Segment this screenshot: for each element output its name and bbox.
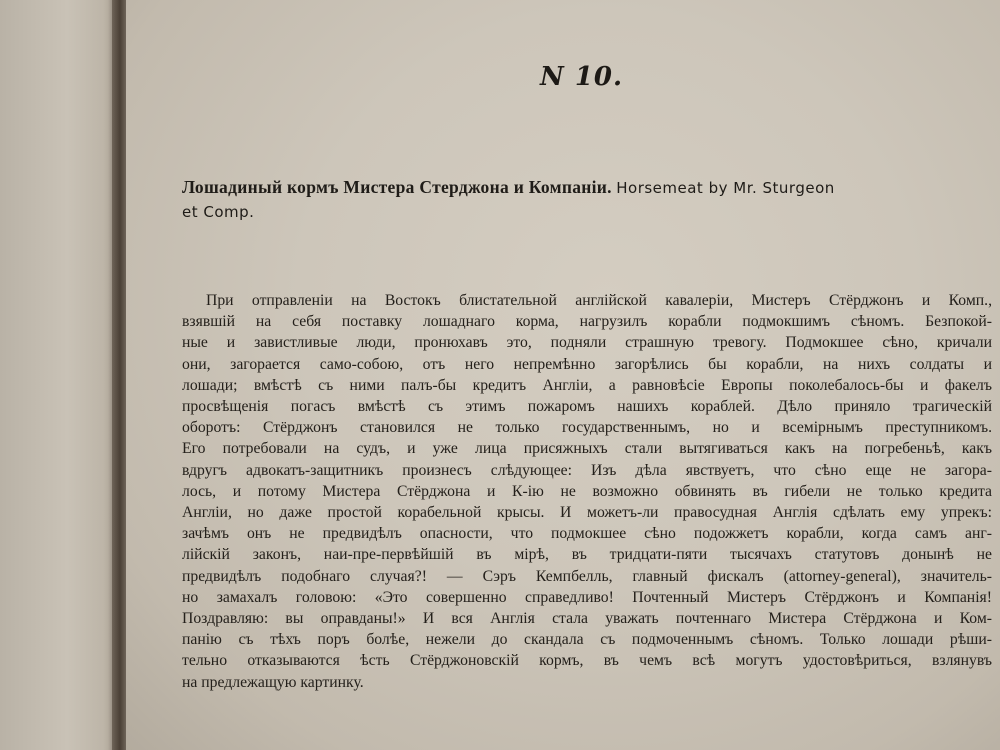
body-line: При отправленіи на Востокъ блистательной англійской кавалеріи, Мистеръ Стёрджонъ и Комп., <box>206 292 992 309</box>
body-line: но замахалъ головою: «Это совершенно справедливо! Почтенный Мистеръ Стёрджонъ и Компанія! <box>182 588 992 606</box>
body-line: Англіи, но даже простой корабельной крысы. И можетъ-ли правосудная Англія сдѣлать ему упрекъ: <box>182 504 992 522</box>
body-line: панію съ тѣхъ поръ болѣе, нежели до скандала съ подмоченнымъ сѣномъ. Только лошади рѣши- <box>182 631 992 649</box>
body-line: Его потребовали на судъ, и уже лица присяжныхъ стали вытягиваться какъ на погребеньѣ, какъ <box>182 440 992 458</box>
body-line: ные и завистливые люди, пронюхавъ это, подняли страшную тревогу. Подмокшее сѣно, кричали <box>182 334 992 352</box>
article-title <box>182 176 942 224</box>
body-line: взявшій на себя поставку лошаднаго корма, нагрузилъ корабли подмокшимъ сѣномъ. Безпокой- <box>182 313 992 331</box>
left-page-edge <box>0 0 122 750</box>
body-line: зачѣмъ онъ не предвидѣлъ опасности, что подмокшее сѣно подожжетъ корабли, когда самъ анг- <box>182 525 992 543</box>
body-line: Поздравляю: вы оправданы!» И вся Англія стала уважать почтеннаго Мистера Стёрджона и Ком- <box>182 610 992 628</box>
body-line: оборотъ: Стёрджонъ становился не только государственнымъ, но и всемірнымъ преступникомъ. <box>182 419 992 437</box>
body-line: просвѣщенія погасъ вмѣстѣ съ этимъ пожаромъ нашихъ кораблей. Дѣло приняло трагическій <box>182 398 992 416</box>
body-line: вдругъ адвокатъ-защитникъ произнесъ слѣдующее: Изъ дѣла явствуетъ, что сѣно еще не загора- <box>182 461 992 479</box>
title-russian: Лошадиный кормъ Мистера Стерджона и Компаніи. <box>182 177 612 197</box>
article-body <box>182 290 992 693</box>
body-line: лошади; вмѣстѣ съ ними палъ-бы кредитъ Англіи, а равновѣсіе Европы поколебалось-бы и факелъ <box>182 376 992 394</box>
body-line: лійскій законъ, наи-пре-первѣйшій въ мірѣ, въ тридцати-пяти тысячахъ статутовъ донынѣ не <box>182 546 992 564</box>
title-english-line1: Horsemeat by Mr. Sturgeon <box>616 179 835 197</box>
body-line: лось, и потому Мистера Стёрджона и К-ію не возможно обвинять въ гибели не только кредита <box>182 482 992 500</box>
page-number: N 10. <box>540 62 624 92</box>
right-page <box>126 0 1000 750</box>
body-line: они, загорается само-собою, отъ него непремѣнно загорѣлись бы корабли, на нихъ солдаты и <box>182 355 992 373</box>
title-english-line2: et Comp. <box>182 203 255 221</box>
body-line: на предлежащую картинку. <box>182 673 364 691</box>
body-line: тельно отказываются ѣсть Стёрджоновскій кормъ, въ чемъ всѣ могутъ удостовѣриться, взлянувъ <box>182 652 992 670</box>
body-line: предвидѣлъ подобнаго случая?! — Сэръ Кемпбелль, главный фискалъ (attorney-general), значитель- <box>182 567 992 585</box>
